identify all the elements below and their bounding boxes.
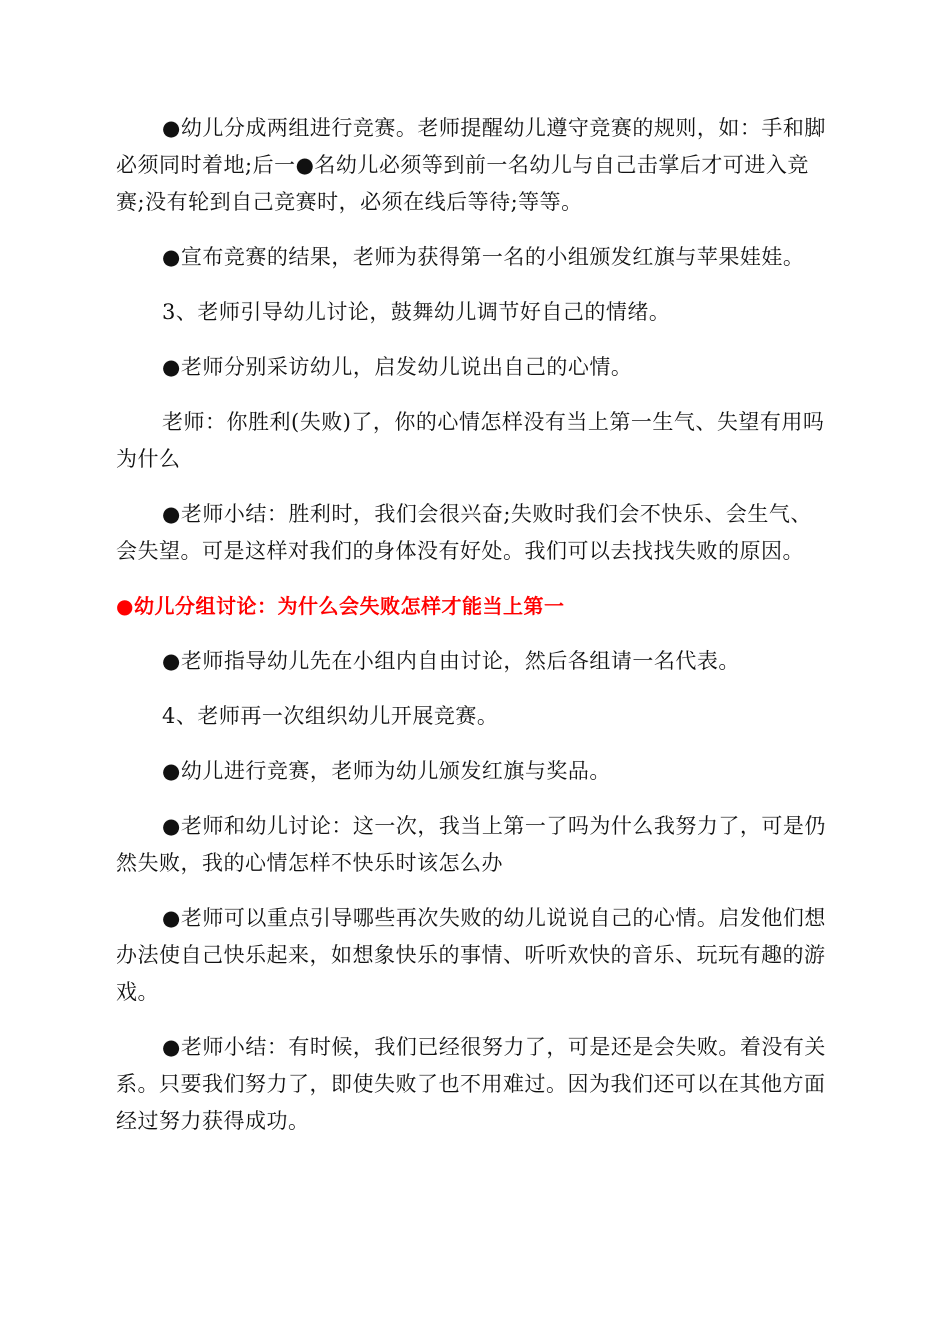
paragraph-step-4: 4、老师再一次组织幼儿开展竞赛。 bbox=[162, 704, 499, 728]
paragraph-discussion: ●老师和幼儿讨论：这一次，我当上第一了吗为什么我努力了，可是仍然失败，我的心情怎样不快乐时该怎么办 bbox=[116, 814, 826, 875]
document-body bbox=[116, 110, 832, 1158]
paragraph-announce-results: ●宣布竞赛的结果，老师为获得第一名的小组颁发红旗与苹果娃娃。 bbox=[162, 245, 805, 269]
paragraph-teacher-question: 老师：你胜利(失败)了，你的心情怎样没有当上第一生气、失望有用吗为什么 bbox=[116, 410, 825, 471]
section-heading-group-discussion: ●幼儿分组讨论：为什么会失败怎样才能当上第一 bbox=[116, 594, 565, 618]
paragraph-second-competition: ●幼儿进行竞赛，老师为幼儿颁发红旗与奖品。 bbox=[162, 759, 611, 783]
paragraph-summary-1: ●老师小结：胜利时，我们会很兴奋;失败时我们会不快乐、会生气、会失望。可是这样对我们的身体没有好处。我们可以去找找失败的原因。 bbox=[116, 502, 812, 563]
paragraph-interview: ●老师分别采访幼儿，启发幼儿说出自己的心情。 bbox=[162, 355, 633, 379]
paragraph-guidance-feelings: ●老师可以重点引导哪些再次失败的幼儿说说自己的心情。启发他们想办法使自己快乐起来，如想象快乐的事情、听听欢快的音乐、玩玩有趣的游戏。 bbox=[116, 906, 826, 1004]
paragraph-competition-rules: ●幼儿分成两组进行竞赛。老师提醒幼儿遵守竞赛的规则，如：手和脚必须同时着地;后一●名幼儿必须等到前一名幼儿与自己击掌后才可进入竞赛;没有轮到自己竞赛时，必须在线后等待;等等。 bbox=[116, 116, 826, 214]
paragraph-group-guidance: ●老师指导幼儿先在小组内自由讨论，然后各组请一名代表。 bbox=[162, 649, 740, 673]
paragraph-step-3: 3、老师引导幼儿讨论，鼓舞幼儿调节好自己的情绪。 bbox=[162, 300, 671, 324]
paragraph-summary-2: ●老师小结：有时候，我们已经很努力了，可是还是会失败。着没有关系。只要我们努力了，即使失败了也不用难过。因为我们还可以在其他方面经过努力获得成功。 bbox=[116, 1035, 826, 1133]
